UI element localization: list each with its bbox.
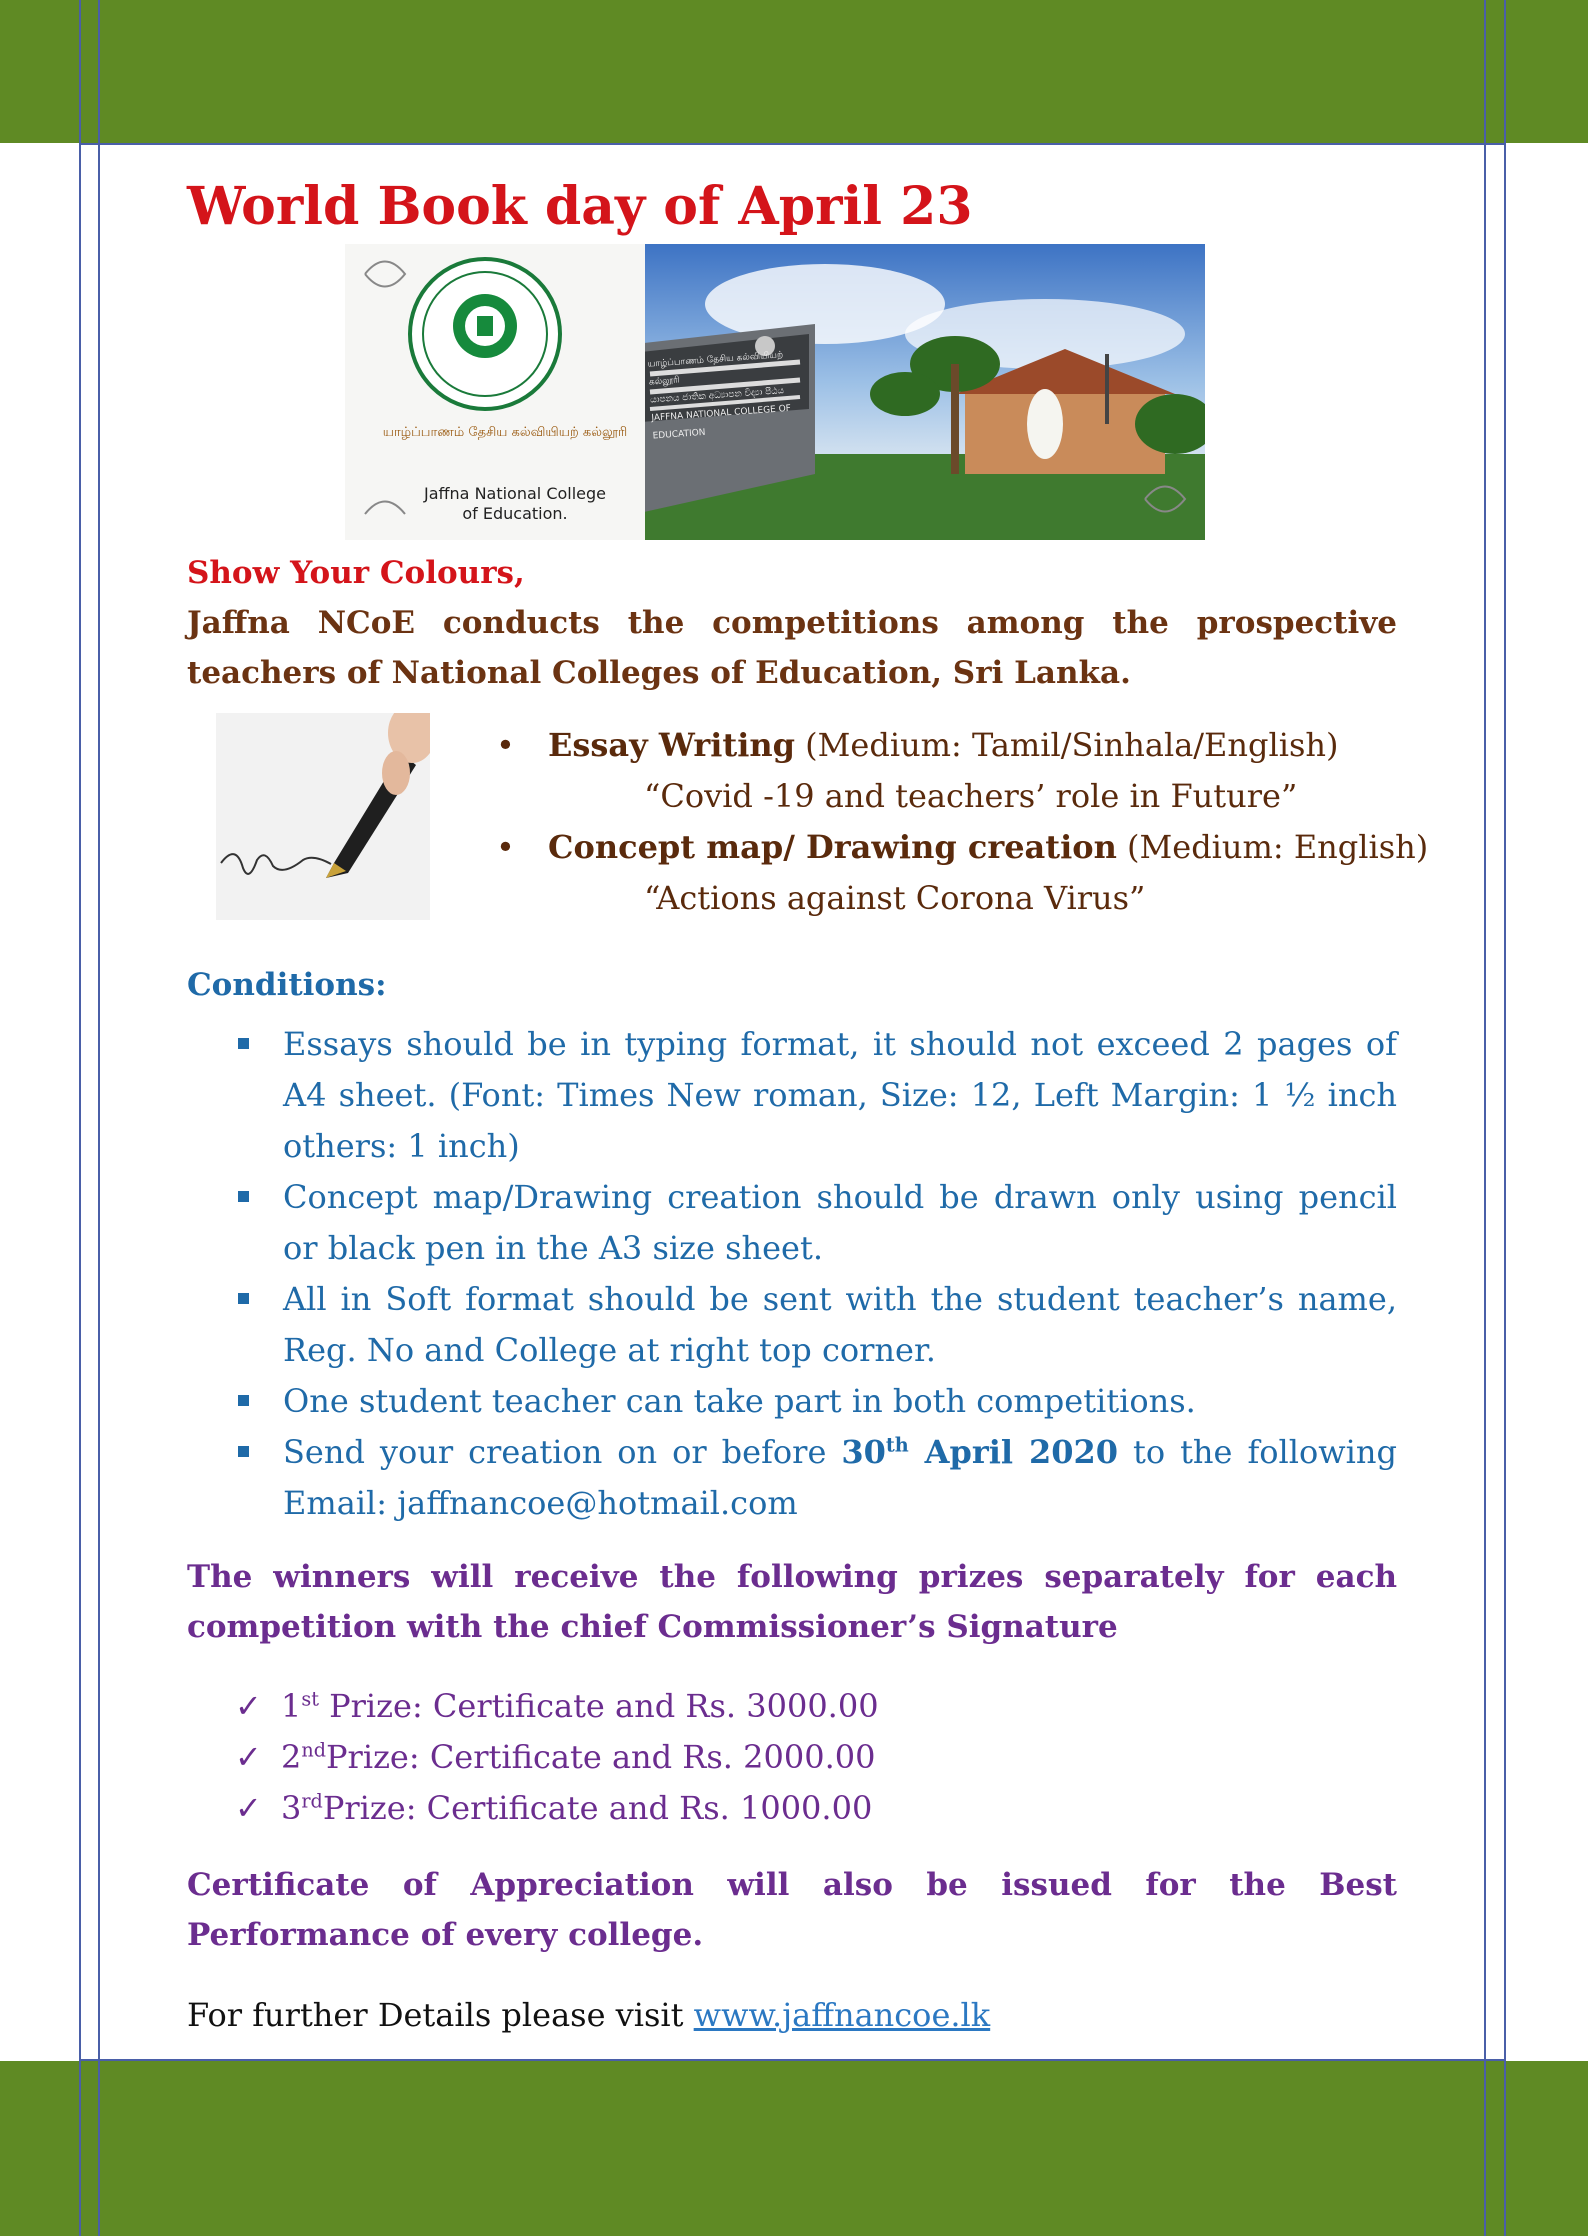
prize-item xyxy=(233,1732,879,1783)
frame-line-top xyxy=(81,143,1504,145)
condition-item xyxy=(233,1019,1397,1172)
college-sign-text xyxy=(647,345,813,446)
bottom-green-band xyxy=(0,2061,1588,2236)
square-bullet-icon xyxy=(238,1395,249,1406)
frame-line-right xyxy=(1504,0,1506,2236)
condition-text: Concept map/Drawing creation should be drawn only using pencil or black pen in the A3 size sheet. xyxy=(283,1178,1397,1267)
bullet-icon: • xyxy=(496,828,515,866)
conditions-list xyxy=(233,1019,1397,1529)
condition-item-deadline xyxy=(233,1427,1397,1529)
deadline-day-suffix: th xyxy=(885,1433,909,1457)
square-bullet-icon xyxy=(238,1038,249,1049)
deadline-suffix: to the following Email: jaffnancoe@hotmail.com xyxy=(283,1433,1398,1522)
square-bullet-icon xyxy=(238,1293,249,1304)
condition-text: All in Soft format should be sent with the student teacher’s name, Reg. No and College at right top corner. xyxy=(283,1280,1397,1369)
competition-medium: (Medium: English) xyxy=(1116,828,1429,866)
sign-line-english: JAFFNA NATIONAL COLLEGE OF EDUCATION xyxy=(651,403,792,442)
prize-item xyxy=(233,1681,879,1732)
condition-item xyxy=(233,1172,1397,1274)
frame-line-right-inner xyxy=(1484,0,1486,2236)
further-details-text: For further Details please visit xyxy=(187,1996,694,2034)
sign-line-tamil: யாழ்ப்பாணம் தேசிய கல்வியியற் கல்லூரி xyxy=(647,350,784,388)
top-green-band xyxy=(0,0,1588,143)
prize-item xyxy=(233,1783,879,1834)
condition-item xyxy=(233,1376,1397,1427)
square-bullet-icon xyxy=(238,1191,249,1202)
right-margin xyxy=(1504,143,1588,2061)
logo-caption xyxy=(395,484,635,524)
deadline-day: 30 xyxy=(841,1433,886,1471)
prize-text: Prize: Certificate and Rs. 3000.00 xyxy=(318,1687,879,1725)
page-title: World Book day of April 23 xyxy=(187,176,973,237)
sign-line-sinhala: යාපනය ජාතික අධ්‍යාපන විද්‍යා පීඨය xyxy=(649,386,785,406)
bullet-icon: • xyxy=(496,726,515,764)
competition-theme: “Actions against Corona Virus” xyxy=(644,879,1146,917)
frame-line-left xyxy=(79,0,81,2236)
competition-item xyxy=(490,822,1450,924)
condition-item xyxy=(233,1274,1397,1376)
competition-name: Essay Writing xyxy=(548,726,795,764)
college-banner-image xyxy=(345,244,1205,540)
intro-text: Jaffna NCoE conducts the competitions among the prospective teachers of National Colleges of Education, Sri Lanka. xyxy=(187,605,1397,691)
prize-num: 2 xyxy=(281,1738,302,1776)
condition-text: One student teacher can take part in both competitions. xyxy=(283,1382,1196,1420)
deadline-prefix: Send your creation on or before xyxy=(283,1433,842,1471)
logo-caption-line1: Jaffna National College xyxy=(423,484,607,503)
logo-tamil-text: யாழ்ப்பாணம் தேசிய கல்வியியற் கல்லூரி xyxy=(382,425,628,440)
pen-writing-image xyxy=(216,713,430,920)
appreciation-text: Certificate of Appreciation will also be issued for the Best Performance of every college. xyxy=(187,1867,1397,1953)
competition-item xyxy=(490,720,1450,822)
prize-text: Prize: Certificate and Rs. 1000.00 xyxy=(322,1789,873,1827)
intro-heading: Show Your Colours, xyxy=(187,555,525,591)
prize-num: 3 xyxy=(281,1789,302,1827)
left-margin xyxy=(0,143,81,2061)
website-link[interactable]: www.jaffnancoe.lk xyxy=(693,1996,991,2034)
competition-theme: “Covid -19 and teachers’ role in Future” xyxy=(644,777,1298,815)
prize-suffix: rd xyxy=(301,1789,323,1813)
competition-list xyxy=(490,720,1450,924)
prize-suffix: st xyxy=(301,1687,319,1711)
further-details xyxy=(187,1990,990,2040)
competition-name: Concept map/ Drawing creation xyxy=(548,828,1117,866)
frame-line-left-inner xyxy=(98,0,100,2236)
prize-list xyxy=(233,1681,879,1834)
prizes-intro: The winners will receive the following prizes separately for each competition with the chief Commissioner’s Signature xyxy=(187,1559,1397,1645)
square-bullet-icon xyxy=(238,1446,249,1457)
deadline-month-year: April 2020 xyxy=(908,1433,1119,1471)
logo-caption-line2: of Education. xyxy=(462,504,568,523)
prize-suffix: nd xyxy=(301,1738,326,1762)
prize-text: Prize: Certificate and Rs. 2000.00 xyxy=(326,1738,876,1776)
check-mark-icon: ✓ xyxy=(235,1738,262,1776)
check-mark-icon: ✓ xyxy=(235,1687,262,1725)
condition-text: Essays should be in typing format, it should not exceed 2 pages of A4 sheet. (Font: Times New roman, Size: 12, Left Margin: 1 ½ inch others: 1 inch) xyxy=(283,1025,1397,1165)
frame-line-bottom xyxy=(81,2059,1504,2061)
check-mark-icon: ✓ xyxy=(235,1789,262,1827)
conditions-heading: Conditions: xyxy=(187,967,387,1003)
prize-num: 1 xyxy=(281,1687,302,1725)
competition-medium: (Medium: Tamil/Sinhala/English) xyxy=(794,726,1339,764)
